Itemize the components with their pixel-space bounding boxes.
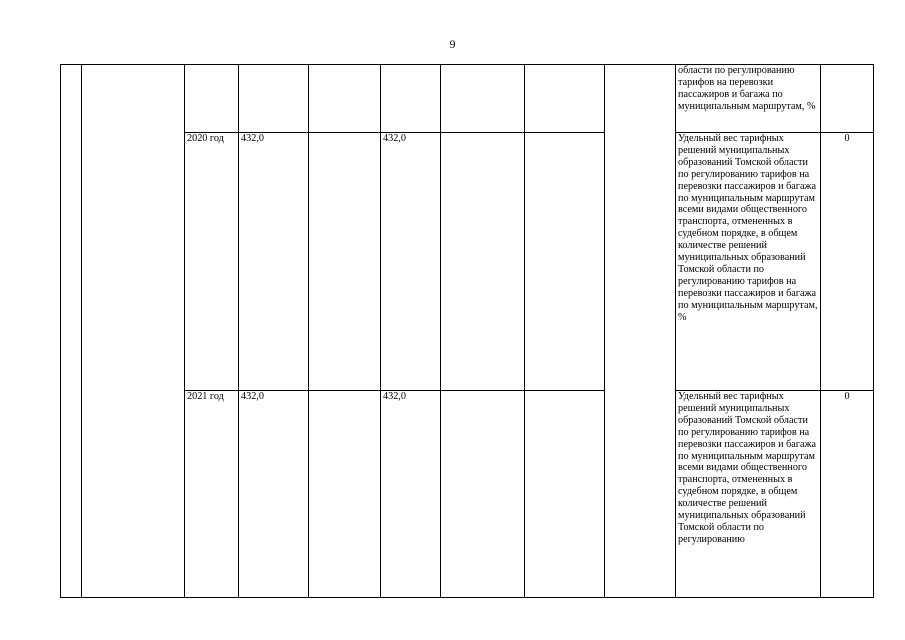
total-funding-cell — [239, 65, 309, 133]
year-cell: 2021 год — [185, 391, 239, 598]
indicator-value-cell: 0 — [821, 133, 874, 391]
indicator-table-wrapper — [60, 64, 873, 597]
regional-budget-cell — [381, 65, 441, 133]
regional-budget-cell: 432,0 — [381, 391, 441, 598]
year-cell — [185, 65, 239, 133]
indicator-name-cell: Удельный вес тарифных решений муниципальных образований Томской области по регулированию тарифов на перевозки пассажиров и багажа по муниципальным маршрутам всеми видами общественного транспорта, отмененных в судебном порядке, в общем количестве решений муниципальных образований Томской области по регулированию — [676, 391, 821, 598]
table-row — [61, 65, 874, 133]
extrabudgetary-cell — [525, 65, 605, 133]
federal-budget-cell — [309, 133, 381, 391]
page-number: 9 — [449, 37, 456, 51]
indicator-table — [60, 64, 874, 598]
local-budget-cell — [441, 133, 525, 391]
federal-budget-cell — [309, 391, 381, 598]
total-funding-cell: 432,0 — [239, 133, 309, 391]
indicator-value-cell: 0 — [821, 391, 874, 598]
row-number-cell — [61, 65, 82, 598]
federal-budget-cell — [309, 65, 381, 133]
local-budget-cell — [441, 65, 525, 133]
executor-cell — [605, 65, 676, 133]
year-cell: 2020 год — [185, 133, 239, 391]
indicator-name-cell: области по регулированию тарифов на перевозки пассажиров и багажа по муниципальным маршрутам, % — [676, 65, 821, 133]
indicator-name-cell: Удельный вес тарифных решений муниципальных образований Томской области по регулированию тарифов на перевозки пассажиров и багажа по муниципальным маршрутам всеми видами общественного транспорта, отмененных в судебном порядке, в общем количестве решений муниципальных образований Томской области по регулированию тарифов на перевозки пассажиров и багажа по муниципальным маршрутам, % — [676, 133, 821, 391]
local-budget-cell — [441, 391, 525, 598]
executor-cell — [605, 133, 676, 598]
task-name-cell — [82, 65, 185, 598]
total-funding-cell: 432,0 — [239, 391, 309, 598]
extrabudgetary-cell — [525, 391, 605, 598]
regional-budget-cell: 432,0 — [381, 133, 441, 391]
indicator-value-cell — [821, 65, 874, 133]
extrabudgetary-cell — [525, 133, 605, 391]
